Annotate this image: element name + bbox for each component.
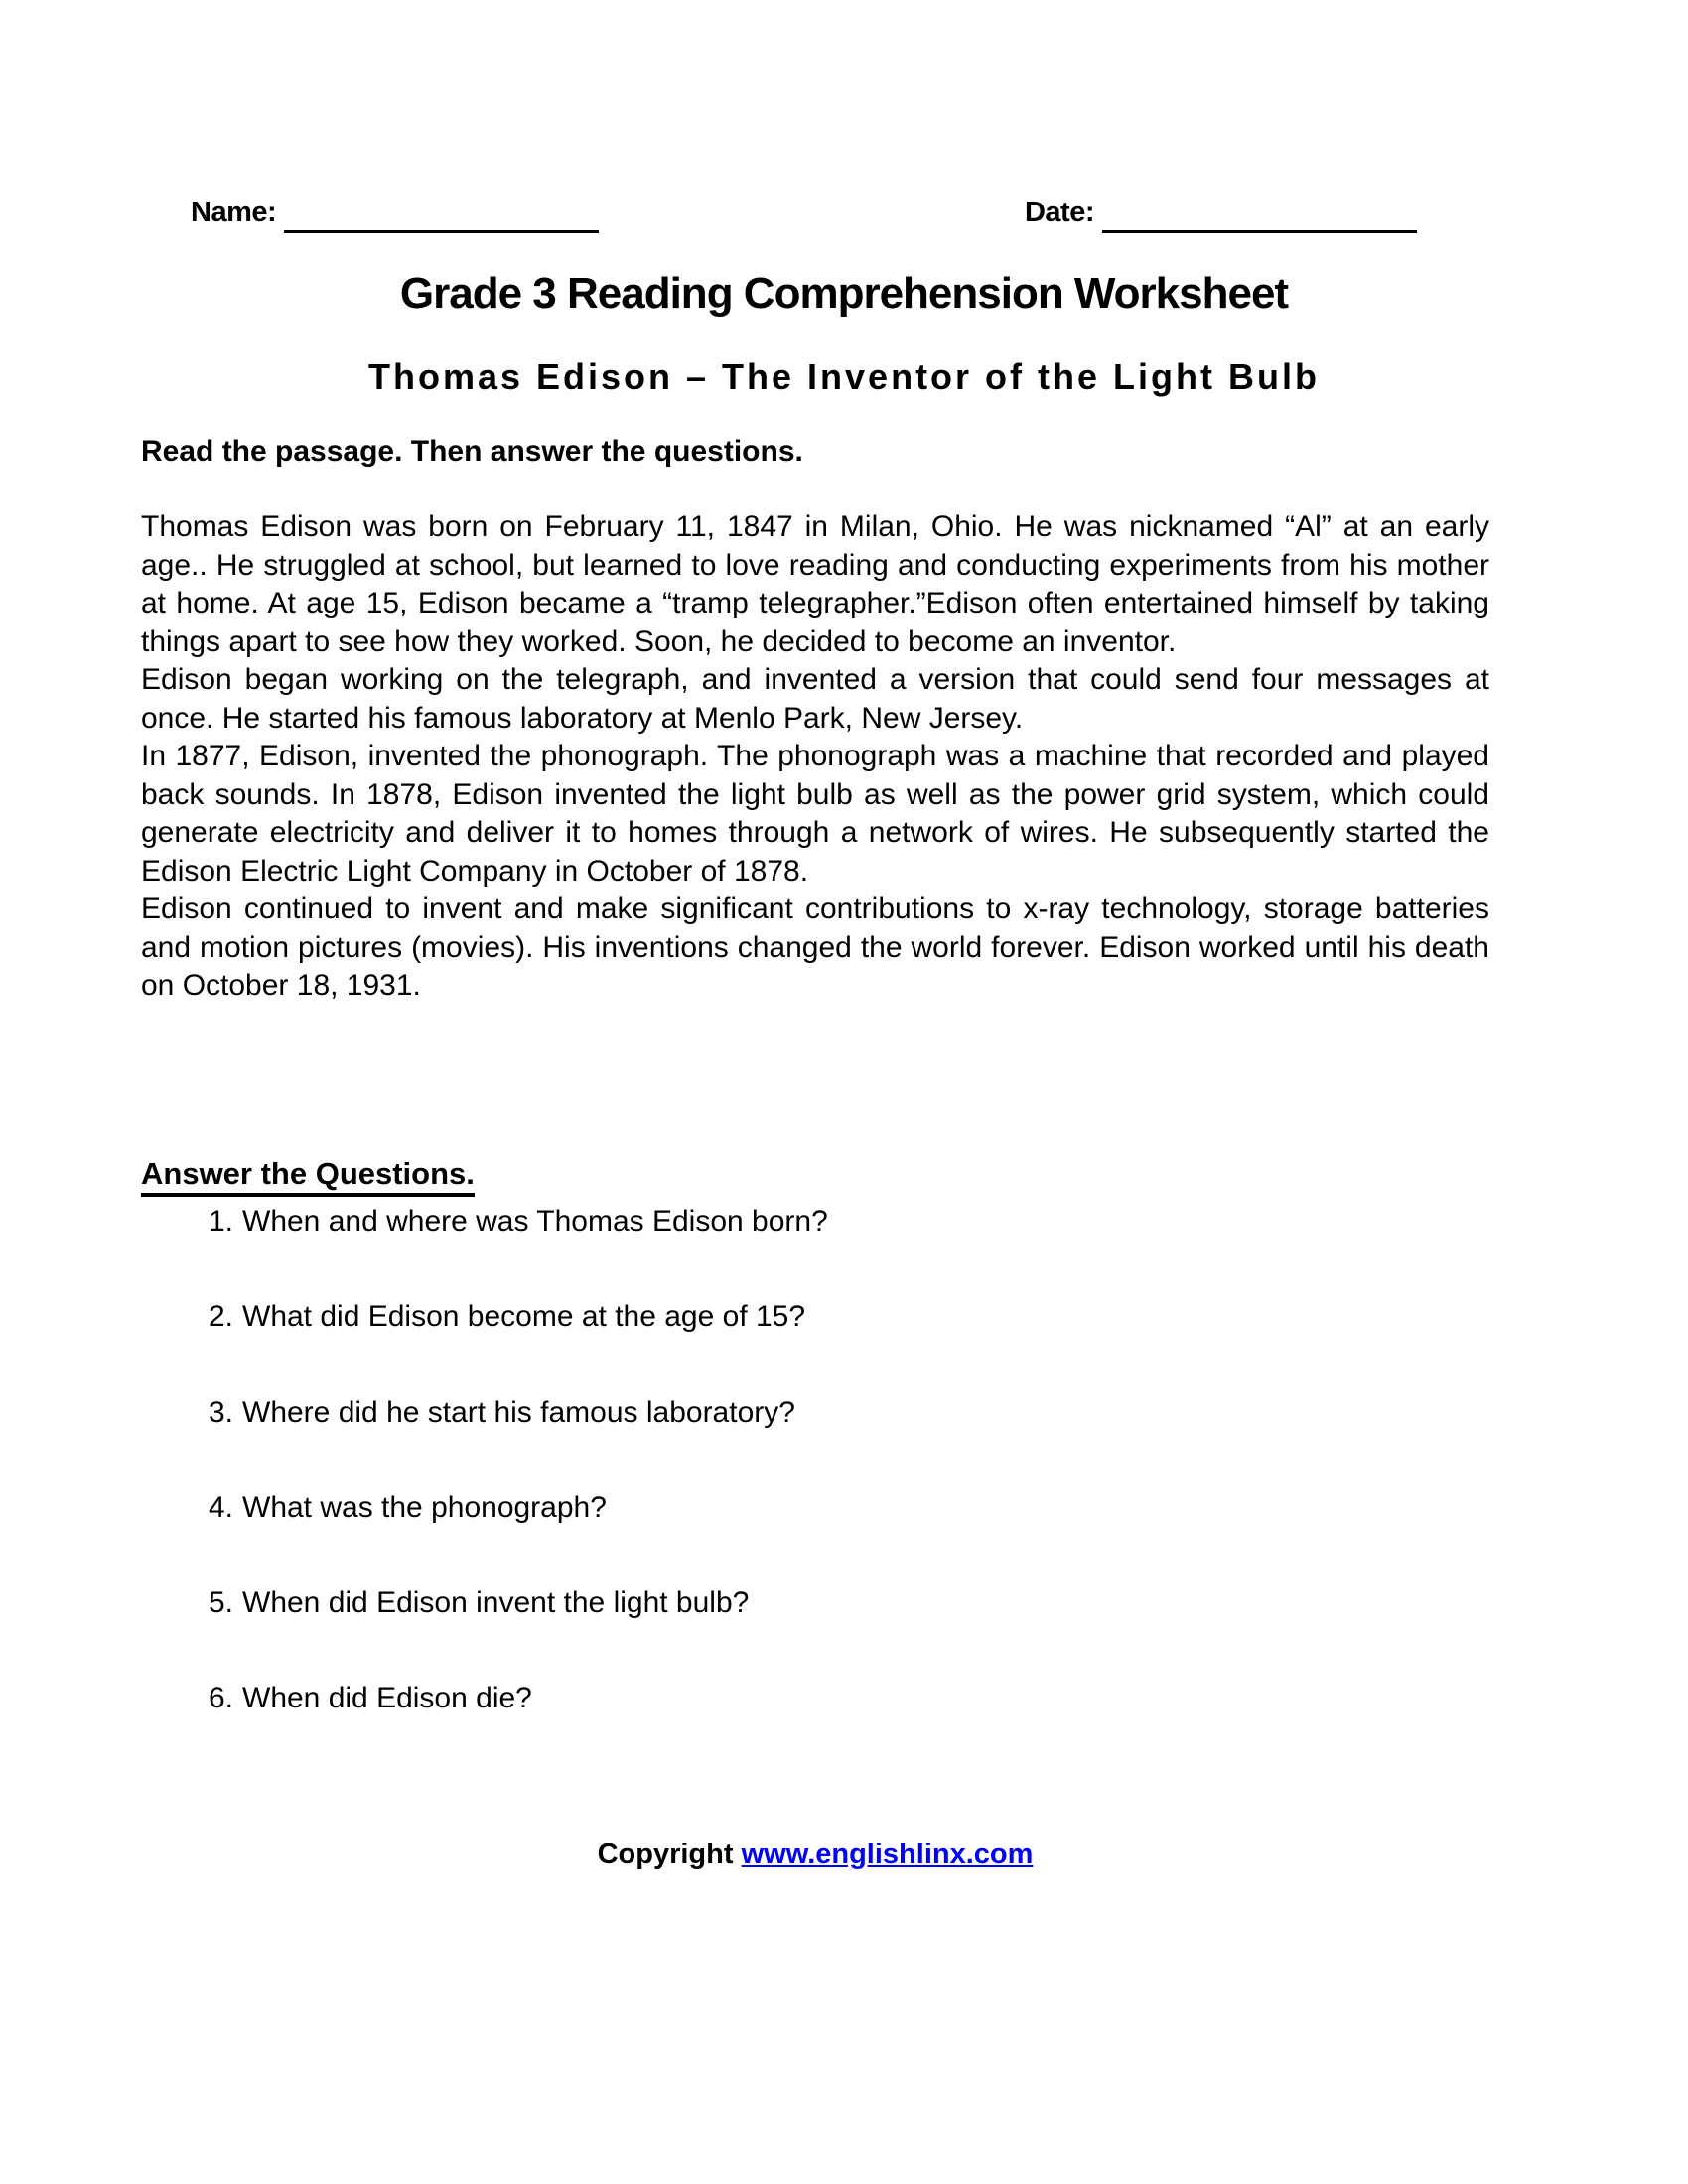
passage-paragraph: Thomas Edison was born on February 11, 1847 in Milan, Ohio. He was nicknamed “Al” at an early age.. He struggled at school, but learned to love reading and conducting experiments from his mother at home. At age 15, Edison became a “tramp telegrapher.”Edison often entertained himself by taking things apart to see how they worked. Soon, he decided to become an inventor. xyxy=(141,510,1489,658)
question-text: Where did he start his famous laboratory? xyxy=(242,1396,795,1429)
footer xyxy=(141,1839,1489,1871)
date-blank-line[interactable] xyxy=(1102,214,1417,233)
name-blank-line[interactable] xyxy=(284,214,599,233)
copyright-label: Copyright xyxy=(597,1839,742,1870)
name-label: Name: xyxy=(191,197,277,228)
question-item xyxy=(141,1586,1489,1620)
passage-paragraph: Edison continued to invent and make significant contributions to x-ray technology, storage batteries and motion pictures (movies). His inventions changed the world forever. Edison worked until his death on October 18, 1931. xyxy=(141,892,1489,1002)
page-title: Grade 3 Reading Comprehension Worksheet xyxy=(399,269,1289,318)
question-number: 1. xyxy=(209,1205,234,1238)
question-number: 5. xyxy=(209,1586,234,1619)
questions-list xyxy=(141,1205,1489,1777)
instruction-text: Read the passage. Then answer the questions. xyxy=(141,435,803,468)
passage-paragraph: Edison began working on the telegraph, and invented a version that could send four messages at once. He started his famous laboratory at Menlo Park, New Jersey. xyxy=(141,663,1489,735)
date-field xyxy=(1025,199,1417,227)
date-label: Date: xyxy=(1024,197,1094,228)
question-text: When and where was Thomas Edison born? xyxy=(242,1205,828,1238)
question-text: When did Edison die? xyxy=(242,1682,532,1714)
passage-paragraph: In 1877, Edison, invented the phonograph. The phonograph was a machine that recorded and played back sounds. In 1878, Edison invented the light bulb as well as the power grid system, which could generate electricity and deliver it to homes through a network of wires. He subsequently started the Edison Electric Light Company in October of 1878. xyxy=(141,740,1489,887)
answers-heading: Answer the Questions. xyxy=(141,1158,475,1197)
question-item xyxy=(141,1396,1489,1430)
question-number: 6. xyxy=(209,1682,234,1714)
passage xyxy=(141,508,1489,1006)
copyright-link[interactable]: www.englishlinx.com xyxy=(741,1839,1034,1870)
name-field xyxy=(191,199,599,227)
question-number: 4. xyxy=(209,1491,234,1524)
question-number: 2. xyxy=(209,1300,234,1333)
header xyxy=(191,199,1417,227)
page-subtitle: Thomas Edison – The Inventor of the Light Bulb xyxy=(367,356,1320,397)
question-text: What was the phonograph? xyxy=(242,1491,607,1524)
question-item xyxy=(141,1491,1489,1525)
question-text: What did Edison become at the age of 15? xyxy=(242,1300,806,1333)
question-item xyxy=(141,1300,1489,1334)
question-text: When did Edison invent the light bulb? xyxy=(242,1586,750,1619)
question-item xyxy=(141,1682,1489,1715)
question-number: 3. xyxy=(209,1396,234,1429)
question-item xyxy=(141,1205,1489,1239)
